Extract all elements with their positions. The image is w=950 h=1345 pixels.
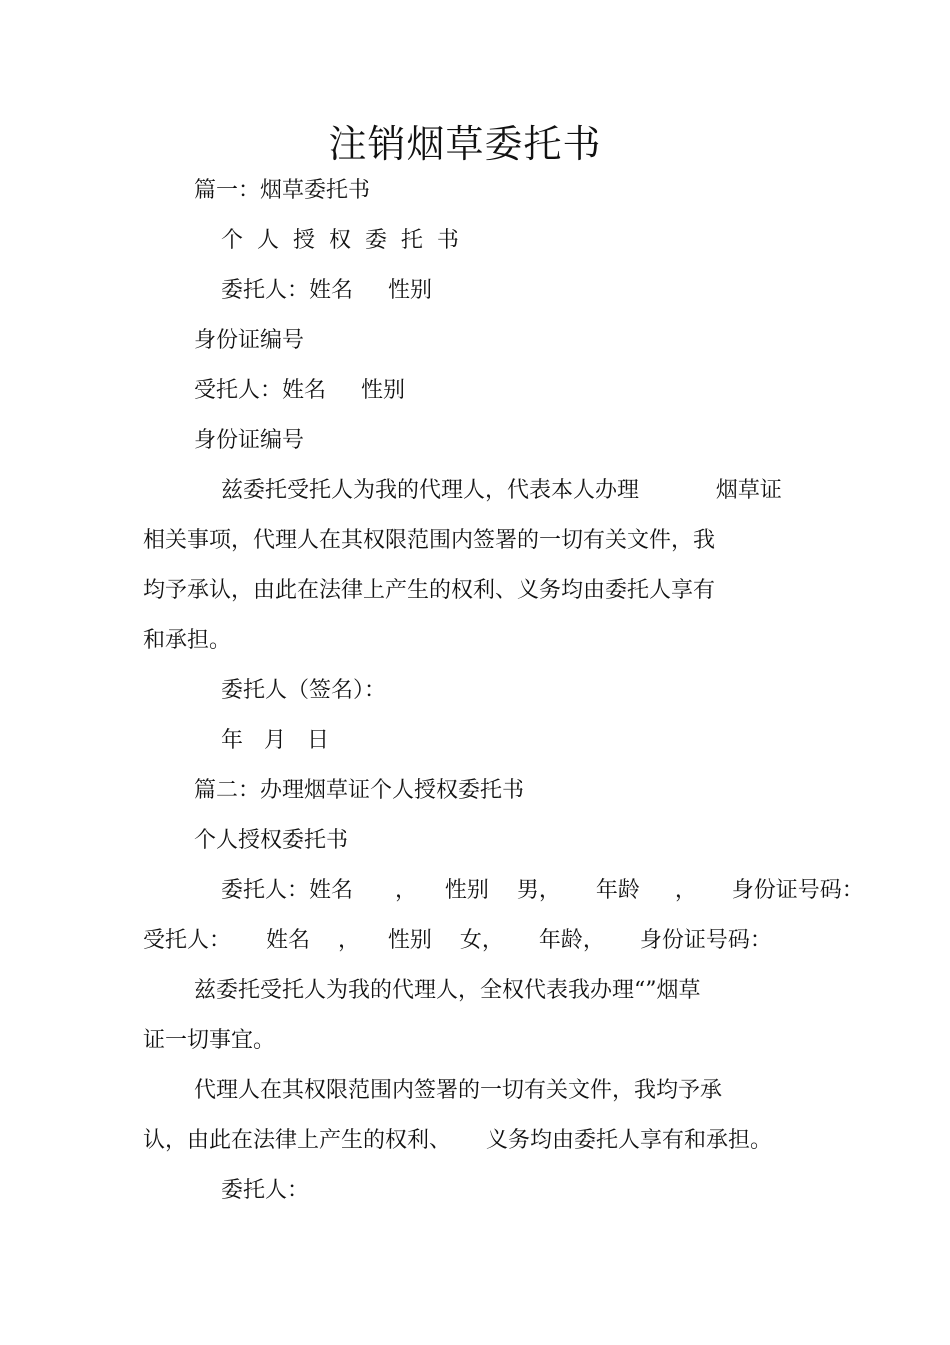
letter-heading-1: 个 人 授 权 委 托 书 (221, 228, 459, 253)
signature-line-2: 委托人： (221, 1178, 310, 1203)
principal-name-line: 委托人：姓名 性别 (221, 278, 432, 303)
body-paragraph-line: 和承担。 (143, 628, 232, 653)
body-paragraph-line: 兹委托受托人为我的代理人，代表本人办理 烟草证 (221, 478, 782, 503)
document-title: 注销烟草委托书 (328, 122, 602, 166)
principal-id-line: 身份证编号 (194, 328, 305, 353)
principal-details-line: 委托人：姓名 ， 性别 男， 年龄 ， 身份证号码： (221, 878, 864, 903)
signature-line: 委托人（签名）： (221, 678, 387, 703)
body-paragraph-line: 相关事项，代理人在其权限范围内签署的一切有关文件，我 (143, 528, 716, 553)
section-heading-2: 篇二：办理烟草证个人授权委托书 (194, 778, 525, 803)
agent-name-line: 受托人：姓名 性别 (194, 378, 405, 403)
agent-id-line: 身份证编号 (194, 428, 305, 453)
agent-details-line: 受托人： 姓名 ， 性别 女， 年龄， 身份证号码： (143, 928, 772, 953)
body-paragraph-line: 代理人在其权限范围内签署的一切有关文件，我均予承 (194, 1078, 723, 1103)
date-line: 年 月 日 (221, 728, 329, 753)
body-paragraph-line: 认，由此在法律上产生的权利、 义务均由委托人享有和承担。 (143, 1128, 772, 1153)
section-heading-1: 篇一：烟草委托书 (194, 178, 371, 203)
body-paragraph-line: 均予承认，由此在法律上产生的权利、义务均由委托人享有 (143, 578, 716, 603)
body-paragraph-line: 证一切事宜。 (143, 1028, 276, 1053)
body-paragraph-line: 兹委托受托人为我的代理人，全权代表我办理“”烟草 (194, 978, 701, 1003)
letter-heading-2: 个人授权委托书 (194, 828, 349, 853)
